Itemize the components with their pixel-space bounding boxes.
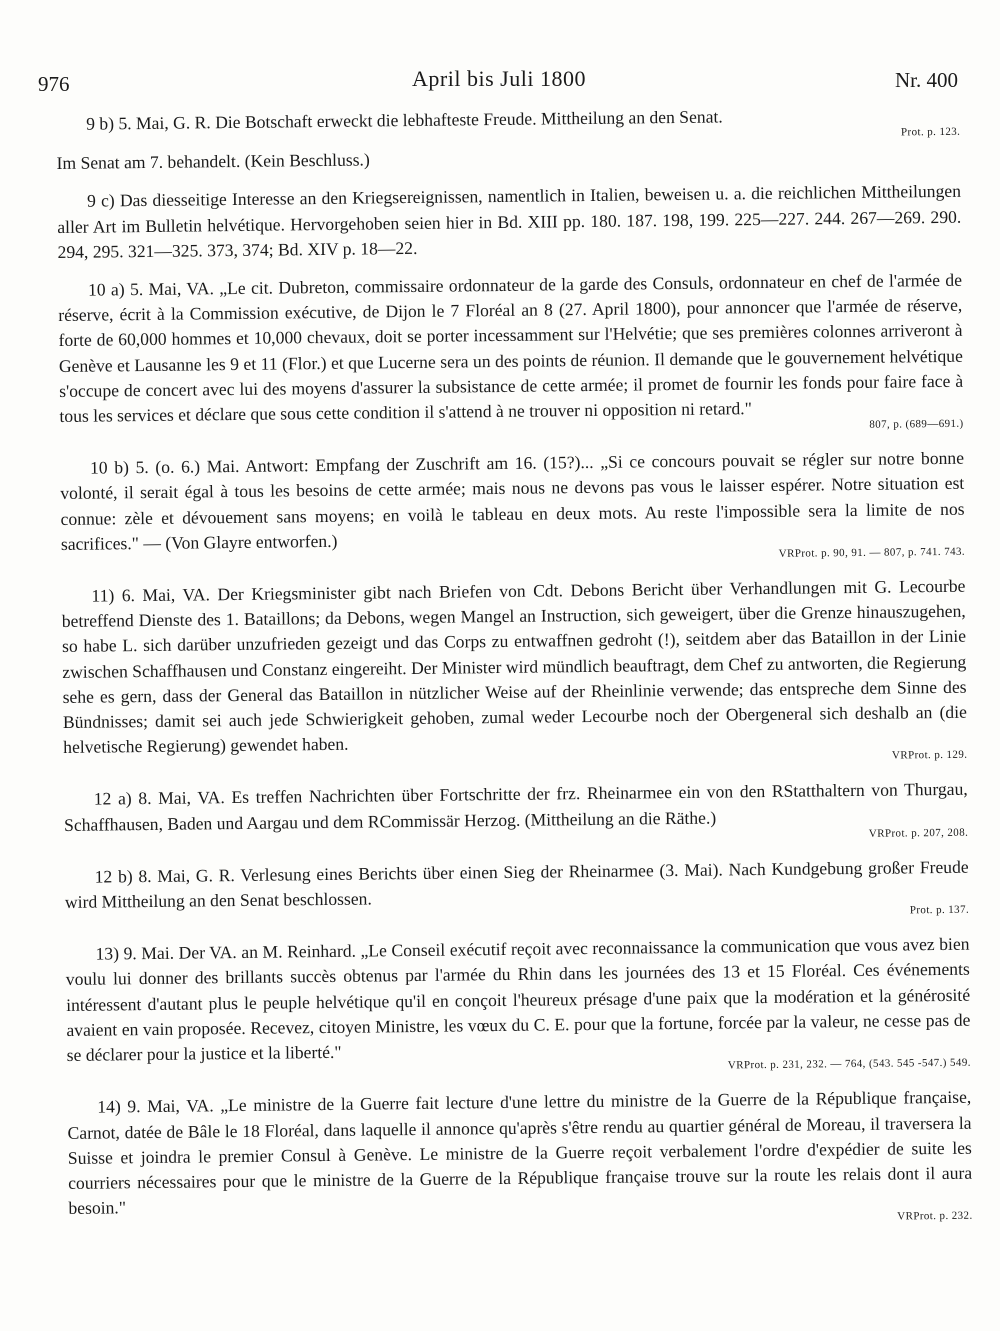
entry-reference: VRProt. p. 232. <box>897 1209 973 1223</box>
entry-reference: Prot. p. 137. <box>909 903 970 917</box>
entry-text: 10 b) 5. (o. 6.) Mai. Antwort: Empfang der Zuschrift am 16. (15?)... „Si ce concours pouvait se régler sur notre bonne volonté, il serait égal à tous les besoins de cette armée; mais nous ne devons pas vous le laisser espérer. Notre situation est connue: zèle et dévouement sans moyens; en voilà le tableau en deux mots. Au reste l'impossible sera la limite de nos sacrifices." — (Von Glayre entworfen.) <box>60 447 965 554</box>
entry-text: 9 b) 5. Mai, G. R. Die Botschaft erweckt die lebhafteste Freude. Mittheilung an den Senat. <box>86 106 723 134</box>
entry-reference: VRProt. p. 231, 232. — 764, (543. 545 -547.) 549. <box>727 1056 971 1072</box>
entry-text: 12 b) 8. Mai, G. R. Verlesung eines Berichts über einen Sieg der Rheinarmee (3. Mai). Nach Kundgebung großer Freude wird Mittheilung an den Senat beschlossen. <box>64 856 969 913</box>
entry-13 <box>65 932 971 1082</box>
entry-reference: VRProt. p. 207, 208. <box>868 826 969 840</box>
entry-reference: VRProt. p. 90, 91. — 807, p. 741. 743. <box>778 545 966 560</box>
entry-text: 9 c) Das diesseitige Interesse an den Kriegsereignissen, namentlich in Italien, beweisen u. a. die reichlichen Mittheilungen aller Art im Bulletin helvétique. Hervorgehoben seien hier in Bd. XIII pp. 180. 187. 198, 199. 225—227. 244. 267—269. 290. 294, 295. 321—325. 373, 374; Bd. XIV p. 18—22. <box>57 181 962 262</box>
entry-12a <box>64 777 969 852</box>
entry-reference: VRProt. p. 129. <box>891 749 968 763</box>
entry-9b <box>56 102 961 177</box>
entry-text: 10 a) 5. Mai, VA. „Le cit. Dubreton, commissaire ordonnateur de la garde des Consuls, ordonnateur en chef de l'armée de réserve, écrit à la Commission exécutive, de Dijon le 7 Floréal an 8 (27. April 1800), pour annoncer que l'armée de réserve, forte de 60,000 hommes et 10,000 chevaux, doit se porter incessamment sur l'Helvétie; que ses premières colonnes arriveront à Genève et Lausanne les 9 et 11 (Flor.) et que Lucerne sera un des points de réunion. Il demande que le gouvernement helvétique s'occupe de concert avec lui des moyens d'assurer la subsistance de cette armée; il promet de fournir les fonds pour faire face à tous les services et déclare que sous cette condition il s'attend à ne trouver ni opposition ni retard." <box>58 269 964 427</box>
entry-text: 14) 9. Mai, VA. „Le ministre de la Guerre fait lecture d'une lettre du ministre de la Guerre de la République française, Carnot, datée de Bâle le 18 Floréal, dans laquelle il annonce qu'après s'être rendu au quartier général de Moreau, il traversera la Suisse et joindra le premier Consul à Genève. Le ministre de la Guerre reçoit verbalement l'ordre d'expédier de suite les courriers nécessaires pour que le ministre de la Guerre de la République française trouve sur la route les relais dont il aura besoin." <box>67 1086 973 1219</box>
entry-10a <box>58 268 964 443</box>
entry-9c <box>57 179 962 265</box>
entry-10b <box>60 446 965 571</box>
entry-text: 11) 6. Mai, VA. Der Kriegsminister gibt nach Briefen von Cdt. Debons Bericht über Verhandlungen mit G. Lecourbe betreffend Dienste des 1. Bataillons; da Debons, wegen Mangel an Instruction, sich geweigert, über die Grenze hinauszugehen, so habe L. sich darüber unzufrieden gezeigt und das Corps zu entwaffnen gedroht (!), seitdem aber das Bataillon in der Linie zwischen Schaffhausen und Constanz eingereiht. Der Minister wird mündlich beauftragt, dem Chef zu antworten, die Regierung sehe es gern, dass der General das Bataillon in nützlicher Weise auf der Rheinlinie verwende; das entspreche dem Sinne des Bündnisses; damit sei auch jede Schwierigkeit gehoben, zumal weder Lecourbe noch der Obergeneral sich deshalb an (die helvetische Regierung) gewendet haben. <box>61 575 967 758</box>
entry-text: 12 a) 8. Mai, VA. Es treffen Nachrichten über Fortschritte der frz. Rheinarmee ein von den RStatthaltern von Thurgau, Schaffhausen, Baden und Aargau und dem RCommissär Herzog. (Mittheilung an die Räthe.) <box>63 779 968 835</box>
entry-14 <box>67 1085 973 1235</box>
entry-reference: Prot. p. 123. <box>900 125 961 139</box>
document-number: Nr. 400 <box>895 68 958 92</box>
entry-reference: 807, p. (689—691.) <box>869 417 964 432</box>
page-number: 976 <box>38 72 70 96</box>
entry-12b <box>65 855 970 930</box>
document-body <box>56 102 973 1248</box>
running-title: April bis Juli 1800 <box>412 66 586 91</box>
entry-11 <box>61 574 967 775</box>
page-header <box>38 66 960 100</box>
entry-text: 13) 9. Mai. Der VA. an M. Reinhard. „Le Conseil exécutif reçoit avec reconnaissance la communication que vous avez bien voulu lui donner des brillants succès obtenus par l'armée du Rhin dans les journées des 13 et 15 Floréal. Ces événements intéressent d'autant plus le peuple helvétique qu'il en conçoit l'heureux présage d'une paix que la modération et la générosité avaient en vain proposée. Recevez, citoyen Ministre, les vœux du C. E. pour que la fortune, forcée par la valeur, ne cesse pas de se déclarer pour la justice et la liberté." <box>65 933 971 1066</box>
entry-continuation: Im Senat am 7. behandelt. (Kein Beschluss.) <box>56 149 370 174</box>
